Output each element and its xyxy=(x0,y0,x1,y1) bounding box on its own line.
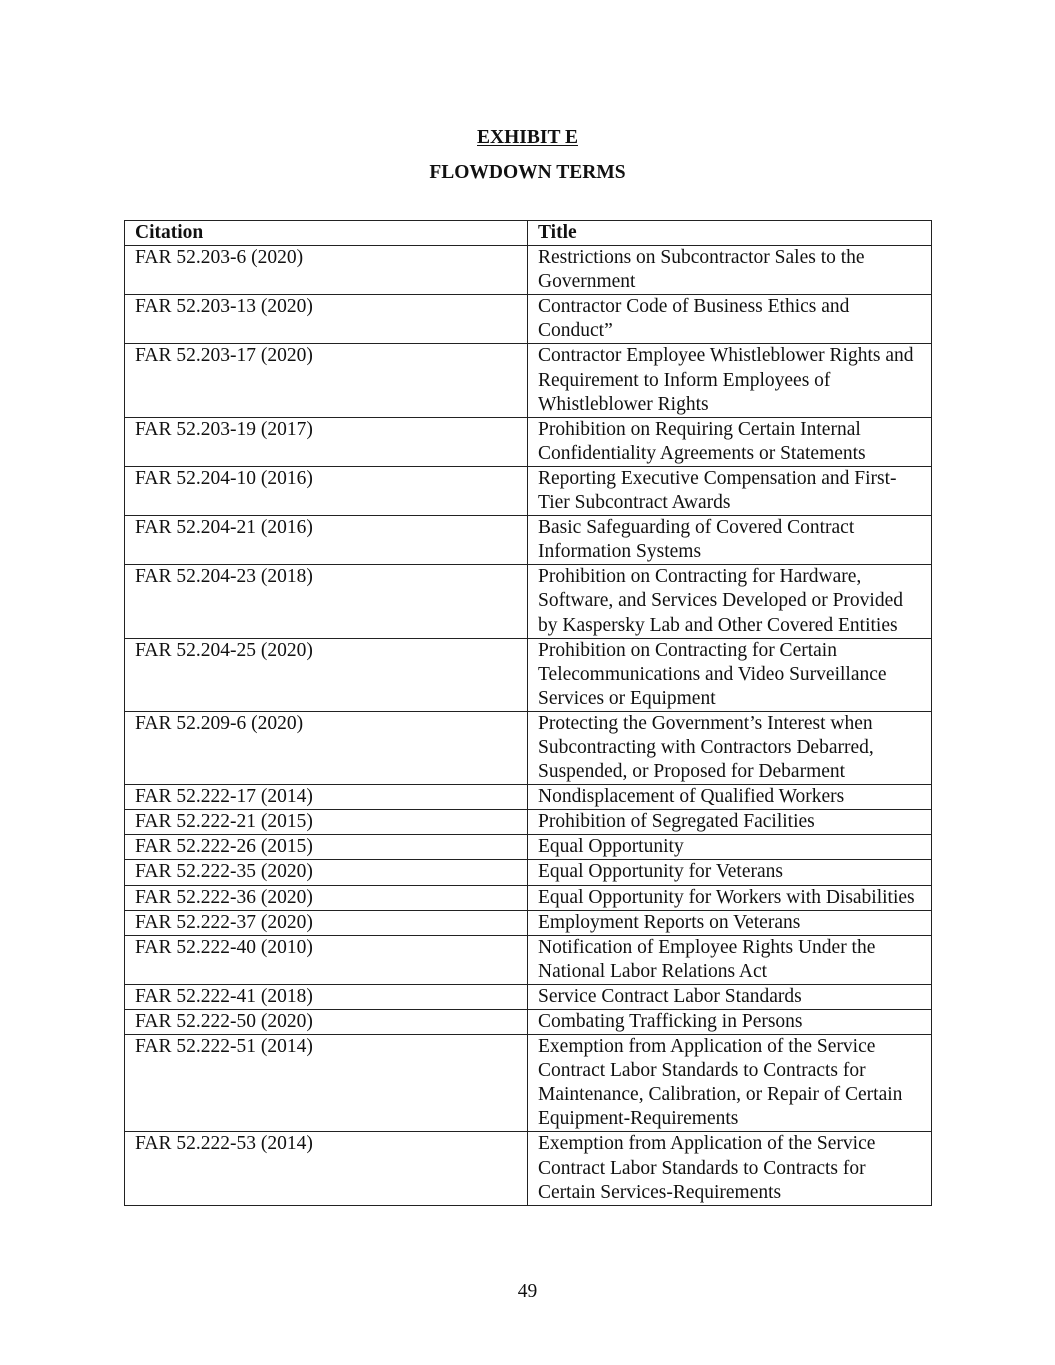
title-cell: Prohibition of Segregated Facilities xyxy=(528,810,932,835)
exhibit-title: EXHIBIT E xyxy=(477,127,578,148)
table-header-row xyxy=(125,221,932,246)
table-row xyxy=(125,1035,932,1132)
table-row xyxy=(125,1010,932,1035)
title-cell: Basic Safeguarding of Covered Contract Information Systems xyxy=(528,516,932,565)
table-row xyxy=(125,885,932,910)
citation-cell: FAR 52.204-23 (2018) xyxy=(125,565,528,638)
citation-cell: FAR 52.222-17 (2014) xyxy=(125,785,528,810)
citation-cell: FAR 52.203-19 (2017) xyxy=(125,417,528,466)
column-header-title: Title xyxy=(528,221,932,246)
citation-cell: FAR 52.209-6 (2020) xyxy=(125,711,528,784)
citation-cell: FAR 52.222-40 (2010) xyxy=(125,935,528,984)
title-cell: Equal Opportunity xyxy=(528,835,932,860)
title-cell: Protecting the Government’s Interest when Subcontracting with Contractors Debarred, Suspended, or Proposed for Debarment xyxy=(528,711,932,784)
citation-cell: FAR 52.203-17 (2020) xyxy=(125,344,528,417)
table-row xyxy=(125,295,932,344)
citation-cell: FAR 52.222-41 (2018) xyxy=(125,984,528,1009)
citation-cell: FAR 52.222-51 (2014) xyxy=(125,1035,528,1132)
citation-cell: FAR 52.222-37 (2020) xyxy=(125,910,528,935)
table-row xyxy=(125,835,932,860)
citation-cell: FAR 52.203-13 (2020) xyxy=(125,295,528,344)
citation-cell: FAR 52.222-36 (2020) xyxy=(125,885,528,910)
citation-cell: FAR 52.222-35 (2020) xyxy=(125,860,528,885)
citation-cell: FAR 52.204-25 (2020) xyxy=(125,638,528,711)
flowdown-terms-table xyxy=(124,220,932,1206)
citation-cell: FAR 52.222-50 (2020) xyxy=(125,1010,528,1035)
title-cell: Restrictions on Subcontractor Sales to the Government xyxy=(528,246,932,295)
title-cell: Combating Trafficking in Persons xyxy=(528,1010,932,1035)
citation-cell: FAR 52.222-26 (2015) xyxy=(125,835,528,860)
citation-cell: FAR 52.204-21 (2016) xyxy=(125,516,528,565)
table-row xyxy=(125,910,932,935)
table-row xyxy=(125,1132,932,1205)
citation-cell: FAR 52.204-10 (2016) xyxy=(125,466,528,515)
table-row xyxy=(125,711,932,784)
table-row xyxy=(125,516,932,565)
table-row xyxy=(125,935,932,984)
title-cell: Prohibition on Requiring Certain Internal Confidentiality Agreements or Statements xyxy=(528,417,932,466)
table-row xyxy=(125,417,932,466)
title-cell: Contractor Employee Whistleblower Rights and Requirement to Inform Employees of Whistleblower Rights xyxy=(528,344,932,417)
table-row xyxy=(125,638,932,711)
citation-cell: FAR 52.222-53 (2014) xyxy=(125,1132,528,1205)
citation-cell: FAR 52.203-6 (2020) xyxy=(125,246,528,295)
title-cell: Exemption from Application of the Service Contract Labor Standards to Contracts for Certain Services-Requirements xyxy=(528,1132,932,1205)
table-body xyxy=(125,246,932,1206)
title-cell: Equal Opportunity for Veterans xyxy=(528,860,932,885)
section-title: FLOWDOWN TERMS xyxy=(429,162,626,183)
citation-cell: FAR 52.222-21 (2015) xyxy=(125,810,528,835)
title-cell: Notification of Employee Rights Under the National Labor Relations Act xyxy=(528,935,932,984)
title-cell: Equal Opportunity for Workers with Disabilities xyxy=(528,885,932,910)
table-row xyxy=(125,565,932,638)
title-cell: Service Contract Labor Standards xyxy=(528,984,932,1009)
table-row xyxy=(125,344,932,417)
title-cell: Exemption from Application of the Service Contract Labor Standards to Contracts for Maintenance, Calibration, or Repair of Certain Equipment-Requirements xyxy=(528,1035,932,1132)
title-cell: Reporting Executive Compensation and First-Tier Subcontract Awards xyxy=(528,466,932,515)
title-cell: Employment Reports on Veterans xyxy=(528,910,932,935)
column-header-citation: Citation xyxy=(125,221,528,246)
title-cell: Contractor Code of Business Ethics and Conduct” xyxy=(528,295,932,344)
table-row xyxy=(125,785,932,810)
title-cell: Nondisplacement of Qualified Workers xyxy=(528,785,932,810)
table-row xyxy=(125,246,932,295)
page-number: 49 xyxy=(517,1281,538,1302)
title-cell: Prohibition on Contracting for Certain Telecommunications and Video Surveillance Services or Equipment xyxy=(528,638,932,711)
title-cell: Prohibition on Contracting for Hardware, Software, and Services Developed or Provided by Kaspersky Lab and Other Covered Entities xyxy=(528,565,932,638)
table-row xyxy=(125,466,932,515)
table-row xyxy=(125,860,932,885)
table-row xyxy=(125,984,932,1009)
table-row xyxy=(125,810,932,835)
